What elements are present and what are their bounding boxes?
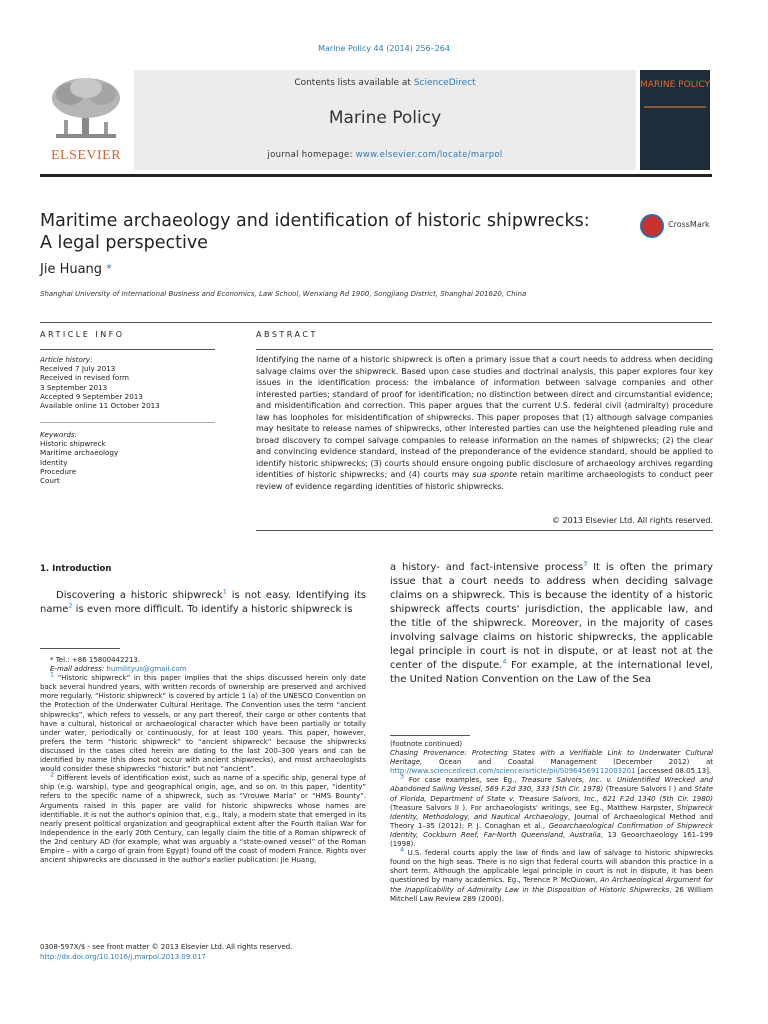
text-run: (Treasure Salvors I ) and	[603, 785, 695, 794]
journal-cover-image[interactable]	[640, 70, 710, 170]
keywords	[40, 430, 215, 485]
homepage-link[interactable]: www.elsevier.com/locate/marpol	[355, 150, 503, 160]
footnote	[390, 845, 713, 904]
divider	[256, 349, 713, 350]
history-item: Received 7 July 2013	[40, 364, 116, 374]
history-item: 3 September 2013	[40, 382, 108, 392]
text-run: , Journal of Archaeological Method and Theory 1–35 (2012); P. J. Conaghan et al.,	[390, 812, 713, 830]
abstract-part: retain maritime archaeologists to conduct peer review of evidence regarding identities of historic shipwrecks.	[256, 470, 714, 492]
abstract-part: Identifying the name of a historic shipwreck is often a primary issue that a court needs to address when deciding salvage claims over the shipwreck. Based upon case studies and doctrinal analysis, this paper explores four key issues in the identification process: the imbalance of information between salvage companies and other interested parties; standard of proof for identification; no distinction between direct and circumstantial evidence; and misidentification and correction. This paper argues that the current U.S. federal civil (admiralty) procedure law has loopholes for misidentification of shipwrecks. This paper proposes that (1) although salvage companies may hesitate to release names of shipwrecks, other interested parties can use the heightened pleading rule and broad discovery to compel salvage companies to release information on the names of shipwrecks; (2) the clear and convincing evidence standard, instead of the preponderance of the evidence standard, should be applied to identify historic shipwrecks; (3) courts should ensure ongoing public disclosure of archaeology archives regarding identities of historic shipwrecks; and (4) courts may	[256, 355, 713, 480]
title-line-2: A legal perspective	[40, 233, 208, 253]
article-info-heading: ARTICLE INFO	[40, 330, 125, 339]
footnote-ref[interactable]: 2	[68, 601, 73, 610]
footnote-ref[interactable]: 1	[222, 587, 227, 596]
text-run: , 26 William Mitchell Law Review 289 (2000).	[390, 885, 713, 903]
text-run: Treasure Salvors, Inc. v. Unidentified Wrecked and Abandoned Sailing Vessel, 569 F.2d 330, 333 (5th Cir. 1978)	[390, 776, 713, 794]
text-run: (Treasure Salvors II ). For archaeologists' writings, see Eg., Matthew Harpster,	[390, 803, 677, 812]
text-run: For case examples, see Eg.,	[404, 776, 522, 785]
footnote-divider	[40, 648, 120, 649]
footnote-continued: (footnote continued)	[390, 740, 463, 748]
text-run: Geoarchaeological Confirmation of Shipwreck Identity, Cockburn Reef, Far-North Queensland, Australia	[390, 821, 713, 839]
keyword: Historic shipwreck	[40, 439, 106, 449]
journal-title-box	[134, 70, 636, 170]
footnote-text: “Historic shipwreck” in this paper implies that the ships discussed herein only date back several hundred years, with written records of ownership are preserved and archived more regularly. “Historic shipwreck” is covered by article 1 (a) of the UNESCO Convention on the Protection of the Underwater Cultural Heritage. The Convention uses the term “ancient shipwrecks”, which refers to vessels, or any part thereof, their cargo or other contents that have a cultural, historical or archaeological character which have been partially or totally under water, periodically or continuously, for at least 100 years. This paper, however, prefers the term “historic shipwreck” to “ancient shipwreck” because the shipwrecks discussed in the cases cited herein are dating to the last 200–300 years and can be identified by name (this does not occur with ancient shipwrecks), and most archaeologists would consider these shipwrecks “historic” but not “ancient”.	[40, 674, 366, 774]
article-title	[40, 210, 600, 254]
history-item: Available online 11 October 2013	[40, 401, 160, 411]
author-name: Jie Huang	[40, 262, 103, 277]
footnote-number: 4	[400, 845, 405, 854]
footnotes-left	[40, 656, 366, 865]
text-run: State of Florida, Department of State v. Treasure Salvors, Inc., 621 F.2d 1340 (5th Cir. 1980)	[390, 785, 714, 803]
text-run: [accessed 08.05.13].	[635, 767, 712, 776]
affiliation: Shanghai University of International Business and Economics, Law School, Wenxiang Rd 1900, Songjiang District, Shanghai 201620, China	[40, 290, 527, 298]
abstract-heading: ABSTRACT	[256, 330, 318, 339]
abstract-italic: sua sponte	[472, 470, 518, 480]
keyword: Procedure	[40, 466, 77, 476]
body-text-right	[390, 561, 713, 687]
elsevier-tree-icon	[48, 76, 124, 140]
copyright: © 2013 Elsevier Ltd. All rights reserved.	[552, 516, 713, 525]
footnote-email	[40, 665, 366, 674]
text-run: Discovering a historic shipwreck	[56, 590, 223, 601]
text-run: Shipwreck Identity, Methodology, and Nautical Archaeology	[390, 803, 713, 821]
divider	[40, 349, 215, 350]
footnote-number: 3	[400, 773, 405, 782]
homepage-prefix: journal homepage:	[267, 150, 356, 160]
footnote-divider	[390, 735, 470, 736]
doi-link[interactable]: http://dx.doi.org/10.1016/j.marpol.2013.09.017	[40, 953, 206, 961]
history-item: Received in revised form	[40, 373, 130, 383]
footnote-number: 1	[50, 670, 55, 679]
text-run: For example, at the international level, the United Nation Convention on the Law of the Sea	[390, 660, 713, 685]
section-heading: 1. Introduction	[40, 564, 112, 574]
issn-line: 0308-597X/$ - see front matter © 2013 Elsevier Ltd. All rights reserved.	[40, 943, 293, 951]
article-history	[40, 355, 215, 410]
keyword: Maritime archaeology	[40, 448, 119, 458]
footnotes-right	[390, 740, 713, 904]
author	[40, 262, 112, 277]
footnote-ref[interactable]: 4	[502, 657, 507, 666]
text-run: U.S. federal courts apply the law of finds and law of salvage to historic shipwrecks found on the high seas. There is no sign that federal courts will abandon this practice in a short term. Although the applicable legal principle in court is not in dispute, it has been questioned by many academics. Eg., Terence P. McQuown,	[390, 849, 713, 885]
body-text-left	[40, 589, 366, 617]
email-label: E-mail address:	[50, 665, 107, 674]
bottom-info	[40, 942, 366, 962]
history-item: Accepted 9 September 2013	[40, 391, 143, 401]
keywords-label: Keywords:	[40, 430, 78, 439]
footnote-text: Different levels of identification exist, such as name of a specific ship, general type of ship (e.g. warship), type and geographical origin, age, and so on. In this paper, “identity” refers to the specific name of a shipwreck, such as “Vrouwe Maria” or “HMS Bounty”. Arguments raised in this paper are valid for historic shipwrecks whose names are identifiable. It is not the author's opinion that, e.g., Italy, a modern state that emerged in its nearly present political organization and geographical extent after the Fourth Italian War for Independence in the early 20th Century, can legally claim the title of a Roman shipwreck of the 2nd century AD (for example, what was arguably a “state-owned vessel” of the Roman Empire – with a cargo of grain from Egypt) found off the coast of modern France. Rights over ancient shipwrecks are discussed in the author's earlier publication: Jie Huang,	[40, 774, 366, 865]
publisher-name: ELSEVIER	[50, 148, 122, 163]
cover-title: MARINE POLICY	[640, 80, 710, 90]
footnote	[390, 749, 713, 776]
footnote	[390, 773, 714, 849]
footnote-tel: * Tel.: +86 15800442213.	[50, 656, 141, 664]
contents-prefix: Contents lists available at	[294, 78, 414, 88]
header-rule	[40, 174, 712, 177]
text-run: Chasing Provenance: Protecting States with a Verifiable Link to Underwater Cultural Heritage,	[390, 749, 713, 767]
keyword: Court	[40, 476, 60, 486]
journal-reference[interactable]: Marine Policy 44 (2014) 256–264	[318, 44, 450, 53]
divider	[256, 530, 713, 531]
crossmark-icon	[640, 214, 664, 238]
footnote-ref[interactable]: 3	[583, 559, 588, 568]
sciencedirect-link[interactable]: ScienceDirect	[413, 78, 476, 88]
text-run: is not easy. Identifying its name	[40, 590, 366, 615]
text-run: Ocean and Coastal Management (December 2012) at	[422, 758, 713, 767]
cover-divider	[644, 106, 706, 108]
journal-title: Marine Policy	[328, 108, 442, 128]
footnote-number: 2	[50, 770, 55, 779]
text-run: , 13 Geoarchaeology 161–199 (1998).	[390, 830, 713, 849]
contents-line	[134, 78, 636, 88]
title-line-1: Maritime archaeology and identification of historic shipwrecks:	[40, 211, 590, 231]
divider	[40, 422, 215, 423]
text-run: An Archaeological Argument for the Inapplicability of Admiralty Law in the Disposition of Historic Shipwrecks	[390, 876, 713, 894]
crossmark-label: CrossMark	[668, 220, 710, 229]
divider	[40, 322, 712, 323]
journal-header	[40, 70, 712, 174]
text-run: a history- and fact-intensive process	[390, 562, 584, 573]
author-footnote-mark[interactable]: *	[106, 262, 112, 275]
history-label: Article history:	[40, 355, 93, 364]
reference-link[interactable]: http://www.sciencedirect.com/science/article/pii/S0964569112003201	[390, 767, 636, 776]
crossmark-button[interactable]	[640, 212, 714, 240]
abstract-text	[256, 354, 713, 493]
email-link[interactable]: humilityus@gmail.com	[106, 665, 187, 674]
footnote	[40, 670, 366, 774]
keyword: Identity	[40, 457, 68, 467]
journal-homepage	[134, 150, 636, 160]
text-run: is even more difficult. To identify a historic shipwreck is	[72, 604, 353, 615]
text-run: It is often the primary issue that a court needs to address when deciding salvage claims on a shipwreck. This is because the identity of a historic shipwreck affects courts' jurisdiction, the applicable law, and the title of the shipwreck. Moreover, in the majority of cases involving salvage claims on historic shipwrecks, the applicable legal principle in court is not in dispute, or at least not at the center of the dispute.	[390, 562, 713, 671]
footnote	[40, 770, 366, 865]
elsevier-logo[interactable]	[40, 70, 132, 170]
